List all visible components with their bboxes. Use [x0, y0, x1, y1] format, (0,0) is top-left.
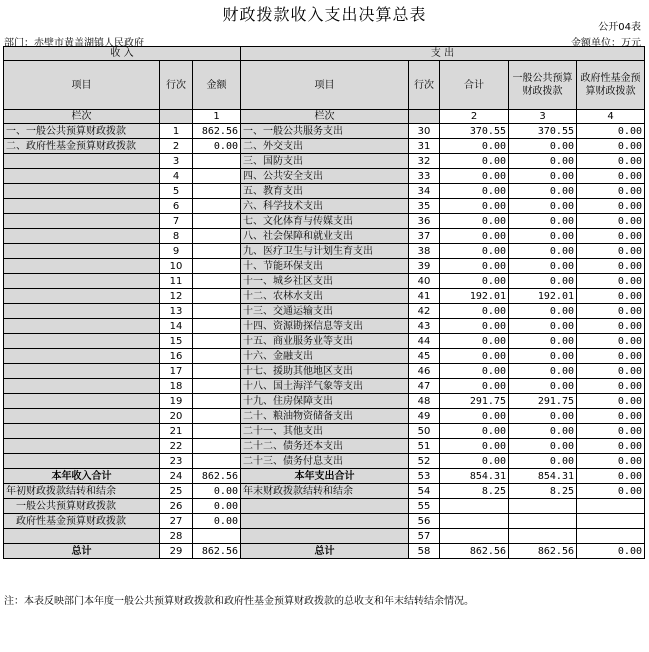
income-amount-cell: 0.00: [193, 484, 241, 499]
expense-line-cell: 56: [409, 514, 440, 529]
col-fund-header: 政府性基金预算财政拨款: [577, 61, 645, 110]
expense-item-cell: 十五、商业服务业等支出: [241, 334, 409, 349]
expense-general-cell: 0.00: [509, 304, 577, 319]
expense-item-cell: 三、国防支出: [241, 154, 409, 169]
income-line-cell: 3: [160, 154, 193, 169]
expense-general-cell: 370.55: [509, 124, 577, 139]
expense-total-cell: 0.00: [440, 214, 509, 229]
expense-line-cell: 57: [409, 529, 440, 544]
expense-fund-cell: 0.00: [577, 304, 645, 319]
expense-item-cell: 十、节能环保支出: [241, 259, 409, 274]
income-amount-cell: [193, 529, 241, 544]
expense-line-cell: 39: [409, 259, 440, 274]
lanci-1: 1: [193, 110, 241, 124]
expense-fund-cell: 0.00: [577, 469, 645, 484]
expense-item-cell: 十四、资源勘探信息等支出: [241, 319, 409, 334]
expense-general-cell: [509, 499, 577, 514]
income-item-cell: [4, 439, 160, 454]
table-row: [4, 124, 645, 139]
expense-fund-cell: 0.00: [577, 484, 645, 499]
income-amount-cell: [193, 424, 241, 439]
income-item-cell: [4, 289, 160, 304]
income-amount-cell: 0.00: [193, 514, 241, 529]
income-item-cell: [4, 454, 160, 469]
expense-total-cell: 0.00: [440, 184, 509, 199]
expense-fund-cell: 0.00: [577, 199, 645, 214]
col-item-header: 项目: [4, 61, 160, 110]
expense-total-cell: 291.75: [440, 394, 509, 409]
expense-item-cell: [241, 529, 409, 544]
income-line-cell: 20: [160, 409, 193, 424]
expense-item-cell: 二、外交支出: [241, 139, 409, 154]
income-amount-cell: 0.00: [193, 499, 241, 514]
income-amount-cell: [193, 289, 241, 304]
expense-general-cell: 0.00: [509, 349, 577, 364]
table-row: [4, 214, 645, 229]
table-row: [4, 229, 645, 244]
income-line-cell: 18: [160, 379, 193, 394]
income-line-cell: 16: [160, 349, 193, 364]
income-item-cell: [4, 409, 160, 424]
expense-line-cell: 45: [409, 349, 440, 364]
expense-fund-cell: 0.00: [577, 349, 645, 364]
expense-fund-cell: 0.00: [577, 289, 645, 304]
income-item-cell: [4, 529, 160, 544]
expense-general-cell: 0.00: [509, 199, 577, 214]
income-line-cell: 5: [160, 184, 193, 199]
income-amount-cell: [193, 439, 241, 454]
income-item-cell: 政府性基金预算财政拨款: [4, 514, 160, 529]
table-row: [4, 289, 645, 304]
income-line-cell: 19: [160, 394, 193, 409]
expense-general-cell: 0.00: [509, 424, 577, 439]
expense-line-cell: 30: [409, 124, 440, 139]
income-item-cell: 本年收入合计: [4, 469, 160, 484]
income-amount-cell: [193, 184, 241, 199]
expense-item-cell: 八、社会保障和就业支出: [241, 229, 409, 244]
expense-fund-cell: 0.00: [577, 394, 645, 409]
expense-fund-cell: 0.00: [577, 139, 645, 154]
income-item-cell: [4, 334, 160, 349]
expense-line-cell: 36: [409, 214, 440, 229]
income-item-cell: [4, 394, 160, 409]
expense-total-cell: 0.00: [440, 199, 509, 214]
table-row: [4, 274, 645, 289]
expense-total-cell: 0.00: [440, 154, 509, 169]
table-code: 公开04表: [598, 22, 641, 33]
summary-row: [4, 469, 645, 484]
table-row: [4, 349, 645, 364]
expense-item-cell: 一、一般公共服务支出: [241, 124, 409, 139]
expense-item-cell: 二十一、其他支出: [241, 424, 409, 439]
expense-fund-cell: 0.00: [577, 274, 645, 289]
income-item-cell: 一、一般公共预算财政拨款: [4, 124, 160, 139]
income-item-cell: [4, 364, 160, 379]
expense-fund-cell: 0.00: [577, 229, 645, 244]
income-item-cell: [4, 379, 160, 394]
income-amount-cell: [193, 319, 241, 334]
expense-item-cell: 九、医疗卫生与计划生育支出: [241, 244, 409, 259]
expense-fund-cell: 0.00: [577, 439, 645, 454]
income-amount-cell: 862.56: [193, 469, 241, 484]
income-amount-cell: [193, 274, 241, 289]
col-item2-header: 项目: [241, 61, 409, 110]
expense-fund-cell: 0.00: [577, 244, 645, 259]
expense-line-cell: 49: [409, 409, 440, 424]
footnote: 注：本表反映部门本年度一般公共预算财政拨款和政府性基金预算财政拨款的总收支和年末结转结余情况。: [4, 596, 474, 607]
expense-total-cell: 0.00: [440, 454, 509, 469]
expense-total-cell: 0.00: [440, 424, 509, 439]
table-row: [4, 139, 645, 154]
expense-line-cell: 50: [409, 424, 440, 439]
income-section-header: 收 入: [4, 47, 241, 61]
expense-general-cell: 0.00: [509, 154, 577, 169]
table-row: [4, 169, 645, 184]
expense-line-cell: 37: [409, 229, 440, 244]
expense-line-cell: 47: [409, 379, 440, 394]
expense-general-cell: 862.56: [509, 544, 577, 559]
table-row: [4, 454, 645, 469]
expense-line-cell: 35: [409, 199, 440, 214]
expense-item-cell: 十二、农林水支出: [241, 289, 409, 304]
expense-line-cell: 31: [409, 139, 440, 154]
expense-general-cell: [509, 514, 577, 529]
income-line-cell: 24: [160, 469, 193, 484]
income-amount-cell: [193, 409, 241, 424]
income-item-cell: [4, 214, 160, 229]
table-row: [4, 154, 645, 169]
income-amount-cell: [193, 214, 241, 229]
table-row: [4, 334, 645, 349]
expense-fund-cell: [577, 499, 645, 514]
table-row: [4, 394, 645, 409]
expense-total-cell: 0.00: [440, 349, 509, 364]
expense-general-cell: 0.00: [509, 454, 577, 469]
expense-item-cell: 七、文化体育与传媒支出: [241, 214, 409, 229]
income-item-cell: [4, 349, 160, 364]
expense-fund-cell: 0.00: [577, 214, 645, 229]
income-amount-cell: [193, 154, 241, 169]
expense-line-cell: 58: [409, 544, 440, 559]
expense-general-cell: 8.25: [509, 484, 577, 499]
expense-total-cell: 0.00: [440, 379, 509, 394]
expense-total-cell: [440, 514, 509, 529]
table-row: [4, 364, 645, 379]
col-amount-header: 金额: [193, 61, 241, 110]
expense-line-cell: 46: [409, 364, 440, 379]
expense-general-cell: 0.00: [509, 169, 577, 184]
expense-total-cell: 854.31: [440, 469, 509, 484]
summary-row: [4, 499, 645, 514]
expense-item-cell: 二十三、债务付息支出: [241, 454, 409, 469]
income-line-cell: 11: [160, 274, 193, 289]
expense-fund-cell: 0.00: [577, 169, 645, 184]
expense-general-cell: 0.00: [509, 244, 577, 259]
table-row: [4, 184, 645, 199]
expense-general-cell: 0.00: [509, 379, 577, 394]
expense-fund-cell: 0.00: [577, 154, 645, 169]
expense-fund-cell: [577, 529, 645, 544]
expense-item-cell: 二十、粮油物资储备支出: [241, 409, 409, 424]
expense-line-cell: 38: [409, 244, 440, 259]
income-amount-cell: 862.56: [193, 544, 241, 559]
expense-item-cell: 四、公共安全支出: [241, 169, 409, 184]
income-line-cell: 25: [160, 484, 193, 499]
income-amount-cell: [193, 259, 241, 274]
income-line-cell: 12: [160, 289, 193, 304]
income-item-cell: [4, 184, 160, 199]
income-item-cell: [4, 259, 160, 274]
lanci-label: 栏次: [4, 110, 160, 124]
expense-general-cell: 0.00: [509, 274, 577, 289]
summary-row: [4, 514, 645, 529]
income-line-cell: 1: [160, 124, 193, 139]
table-row: [4, 259, 645, 274]
expense-general-cell: [509, 529, 577, 544]
table-row: [4, 424, 645, 439]
expense-item-cell: 十三、交通运输支出: [241, 304, 409, 319]
expense-line-cell: 40: [409, 274, 440, 289]
expense-total-cell: 0.00: [440, 439, 509, 454]
lanci-empty: [160, 110, 193, 124]
expense-total-cell: 0.00: [440, 169, 509, 184]
col-total-header: 合计: [440, 61, 509, 110]
expense-item-cell: [241, 499, 409, 514]
expense-line-cell: 42: [409, 304, 440, 319]
expense-total-cell: 0.00: [440, 334, 509, 349]
expense-general-cell: 0.00: [509, 214, 577, 229]
expense-general-cell: 0.00: [509, 319, 577, 334]
income-item-cell: 二、政府性基金预算财政拨款: [4, 139, 160, 154]
lanci-4: 4: [577, 110, 645, 124]
unit-label: 金额单位：万元: [571, 38, 641, 49]
expense-item-cell: 十一、城乡社区支出: [241, 274, 409, 289]
income-line-cell: 23: [160, 454, 193, 469]
income-line-cell: 10: [160, 259, 193, 274]
expense-general-cell: 0.00: [509, 364, 577, 379]
income-amount-cell: [193, 199, 241, 214]
income-amount-cell: [193, 364, 241, 379]
income-amount-cell: [193, 169, 241, 184]
income-item-cell: [4, 274, 160, 289]
income-amount-cell: [193, 244, 241, 259]
expense-general-cell: 0.00: [509, 139, 577, 154]
expense-total-cell: 192.01: [440, 289, 509, 304]
col-line2-header: 行次: [409, 61, 440, 110]
income-amount-cell: [193, 379, 241, 394]
expense-total-cell: 0.00: [440, 409, 509, 424]
expense-total-cell: [440, 499, 509, 514]
expense-general-cell: 0.00: [509, 439, 577, 454]
table-row: [4, 379, 645, 394]
income-item-cell: [4, 229, 160, 244]
expense-line-cell: 32: [409, 154, 440, 169]
expense-general-cell: 0.00: [509, 229, 577, 244]
summary-row: [4, 484, 645, 499]
expense-line-cell: 48: [409, 394, 440, 409]
income-line-cell: 21: [160, 424, 193, 439]
income-amount-cell: [193, 304, 241, 319]
expense-item-cell: 年末财政拨款结转和结余: [241, 484, 409, 499]
expense-total-cell: 0.00: [440, 364, 509, 379]
income-item-cell: [4, 304, 160, 319]
income-line-cell: 15: [160, 334, 193, 349]
income-item-cell: 年初财政拨款结转和结余: [4, 484, 160, 499]
department-label: 部门：赤壁市黄盖湖镇人民政府: [4, 38, 144, 49]
expense-fund-cell: 0.00: [577, 124, 645, 139]
expense-fund-cell: 0.00: [577, 259, 645, 274]
expense-total-cell: 8.25: [440, 484, 509, 499]
expense-total-cell: 0.00: [440, 274, 509, 289]
income-line-cell: 7: [160, 214, 193, 229]
expense-item-cell: 五、教育支出: [241, 184, 409, 199]
summary-row: [4, 544, 645, 559]
income-line-cell: 9: [160, 244, 193, 259]
expense-item-cell: 六、科学技术支出: [241, 199, 409, 214]
income-line-cell: 8: [160, 229, 193, 244]
income-line-cell: 13: [160, 304, 193, 319]
income-item-cell: [4, 154, 160, 169]
col-line-header: 行次: [160, 61, 193, 110]
expense-general-cell: 192.01: [509, 289, 577, 304]
summary-row: [4, 529, 645, 544]
expense-total-cell: [440, 529, 509, 544]
expense-line-cell: 43: [409, 319, 440, 334]
expense-section-header: 支 出: [241, 47, 645, 61]
income-item-cell: [4, 199, 160, 214]
income-line-cell: 28: [160, 529, 193, 544]
expense-item-cell: [241, 514, 409, 529]
expense-general-cell: 0.00: [509, 184, 577, 199]
budget-table: [3, 46, 645, 559]
expense-item-cell: 十七、援助其他地区支出: [241, 364, 409, 379]
expense-line-cell: 53: [409, 469, 440, 484]
expense-total-cell: 0.00: [440, 259, 509, 274]
lanci-label-2: 栏次: [241, 110, 409, 124]
income-line-cell: 17: [160, 364, 193, 379]
income-item-cell: [4, 244, 160, 259]
expense-line-cell: 44: [409, 334, 440, 349]
income-item-cell: 一般公共预算财政拨款: [4, 499, 160, 514]
expense-total-cell: 862.56: [440, 544, 509, 559]
expense-line-cell: 54: [409, 484, 440, 499]
expense-line-cell: 52: [409, 454, 440, 469]
expense-line-cell: 55: [409, 499, 440, 514]
income-item-cell: [4, 169, 160, 184]
expense-total-cell: 0.00: [440, 244, 509, 259]
expense-fund-cell: 0.00: [577, 379, 645, 394]
income-amount-cell: 862.56: [193, 124, 241, 139]
income-item-cell: [4, 424, 160, 439]
income-amount-cell: [193, 349, 241, 364]
col-general-header: 一般公共预算财政拨款: [509, 61, 577, 110]
expense-line-cell: 34: [409, 184, 440, 199]
income-amount-cell: [193, 454, 241, 469]
lanci-2: 2: [440, 110, 509, 124]
income-line-cell: 29: [160, 544, 193, 559]
income-line-cell: 6: [160, 199, 193, 214]
income-amount-cell: [193, 334, 241, 349]
expense-fund-cell: 0.00: [577, 454, 645, 469]
expense-fund-cell: 0.00: [577, 409, 645, 424]
expense-line-cell: 41: [409, 289, 440, 304]
expense-total-cell: 0.00: [440, 139, 509, 154]
table-row: [4, 304, 645, 319]
expense-item-cell: 总计: [241, 544, 409, 559]
income-line-cell: 27: [160, 514, 193, 529]
expense-line-cell: 33: [409, 169, 440, 184]
expense-fund-cell: 0.00: [577, 319, 645, 334]
income-amount-cell: 0.00: [193, 139, 241, 154]
table-row: [4, 319, 645, 334]
income-line-cell: 22: [160, 439, 193, 454]
lanci-3: 3: [509, 110, 577, 124]
lanci-empty-2: [409, 110, 440, 124]
page-title: 财政拨款收入支出决算总表: [222, 5, 427, 24]
table-row: [4, 244, 645, 259]
table-row: [4, 439, 645, 454]
income-item-cell: 总计: [4, 544, 160, 559]
income-line-cell: 2: [160, 139, 193, 154]
income-amount-cell: [193, 394, 241, 409]
expense-item-cell: 本年支出合计: [241, 469, 409, 484]
expense-general-cell: 0.00: [509, 334, 577, 349]
expense-total-cell: 0.00: [440, 304, 509, 319]
expense-item-cell: 十六、金融支出: [241, 349, 409, 364]
expense-fund-cell: 0.00: [577, 364, 645, 379]
expense-general-cell: 854.31: [509, 469, 577, 484]
expense-fund-cell: [577, 514, 645, 529]
table-row: [4, 199, 645, 214]
expense-total-cell: 0.00: [440, 229, 509, 244]
expense-item-cell: 十八、国土海洋气象等支出: [241, 379, 409, 394]
income-item-cell: [4, 319, 160, 334]
expense-fund-cell: 0.00: [577, 544, 645, 559]
expense-general-cell: 291.75: [509, 394, 577, 409]
expense-total-cell: 0.00: [440, 319, 509, 334]
income-line-cell: 14: [160, 319, 193, 334]
income-line-cell: 26: [160, 499, 193, 514]
expense-general-cell: 0.00: [509, 409, 577, 424]
income-line-cell: 4: [160, 169, 193, 184]
expense-total-cell: 370.55: [440, 124, 509, 139]
income-amount-cell: [193, 229, 241, 244]
expense-item-cell: 十九、住房保障支出: [241, 394, 409, 409]
expense-item-cell: 二十二、债务还本支出: [241, 439, 409, 454]
expense-line-cell: 51: [409, 439, 440, 454]
expense-fund-cell: 0.00: [577, 424, 645, 439]
expense-fund-cell: 0.00: [577, 334, 645, 349]
expense-fund-cell: 0.00: [577, 184, 645, 199]
expense-general-cell: 0.00: [509, 259, 577, 274]
table-row: [4, 409, 645, 424]
